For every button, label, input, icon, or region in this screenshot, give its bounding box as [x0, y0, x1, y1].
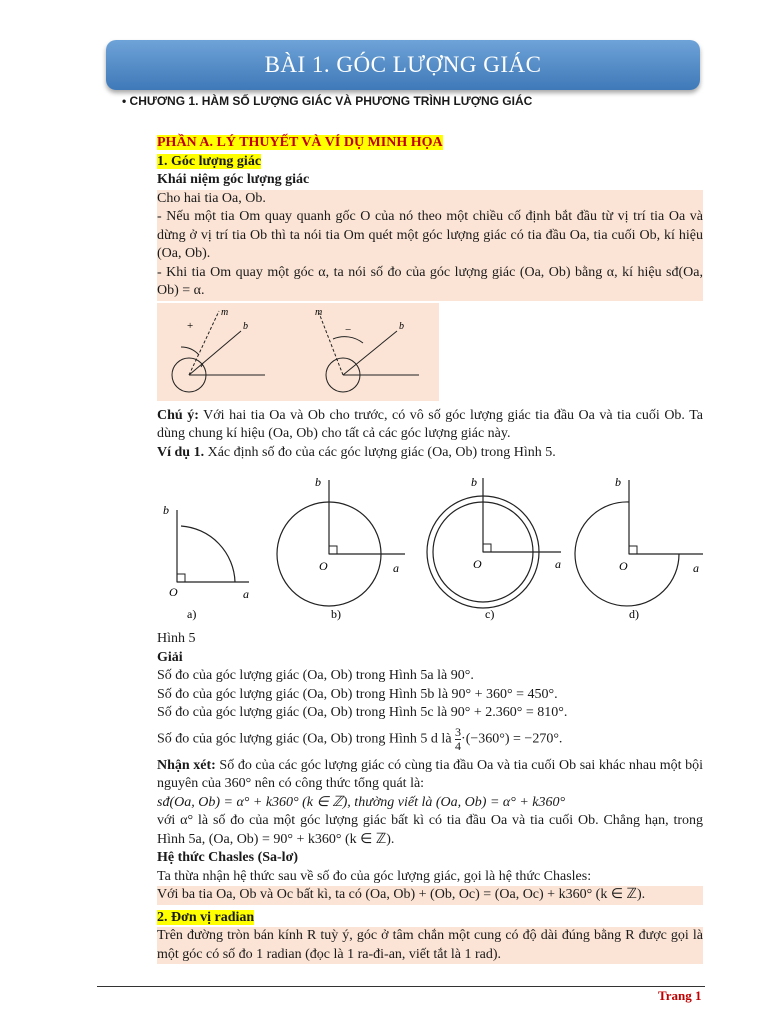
svg-text:b: b — [615, 475, 621, 489]
positive-rotation-diagram — [172, 307, 265, 392]
svg-text:O: O — [473, 557, 482, 571]
label-minus: − — [345, 323, 352, 336]
remark-formula: sđ(Oa, Ob) = α° + k360° (k ∈ ℤ), thường viết là (Oa, Ob) = α° + k360° — [157, 794, 566, 810]
section1-subheading: Khái niệm góc lượng giác — [157, 172, 310, 187]
label-plus: + — [187, 319, 194, 332]
remark-paragraph-2: với α° là số đo của một góc lượng giác bất kì có tia đầu Oa và tia cuối Ob. Chẳng hạn, trong Hình 5a, (Oa, Ob) = 90° + k360° (k ∈ ℤ). — [157, 813, 703, 847]
figure-5b — [277, 475, 405, 621]
figure-5 — [157, 472, 703, 622]
svg-text:O: O — [619, 559, 628, 573]
label-m-left: m — [221, 306, 229, 318]
svg-text:O: O — [319, 559, 328, 573]
rotation-arc-left — [181, 346, 199, 354]
figure-5-diagrams — [157, 472, 703, 622]
label-b-left: b — [243, 320, 248, 332]
fraction: $\frac{3}{4}$ — [455, 724, 462, 753]
svg-text:O: O — [169, 585, 178, 599]
ray-om-right — [319, 313, 343, 375]
main-content — [157, 134, 703, 964]
solution-line-1: Số đo của góc lượng giác (Oa, Ob) trong Hình 5a là 90°. — [157, 668, 474, 683]
solution-line-3: Số đo của góc lượng giác (Oa, Ob) trong Hình 5c là 90° + 2.360° = 810°. — [157, 705, 568, 720]
svg-text:a: a — [393, 561, 399, 575]
chasles-formula: Với ba tia Oa, Ob và Oc bất kì, ta có (Oa, Ob) + (Ob, Oc) = (Oa, Oc) + k360° (k ∈ ℤ). — [157, 886, 703, 905]
svg-text:a: a — [243, 587, 249, 601]
part-a-heading: PHẦN A. LÝ THUYẾT VÀ VÍ DỤ MINH HỌA — [157, 135, 443, 150]
figure-5a — [163, 503, 249, 621]
chapter-heading: • CHƯƠNG 1. HÀM SỐ LƯỢNG GIÁC VÀ PHƯƠNG TRÌNH LƯỢNG GIÁC — [122, 94, 533, 108]
ray-om-left — [189, 311, 219, 375]
svg-text:a): a) — [187, 607, 197, 621]
figure-5d — [575, 475, 703, 621]
section2-text: Trên đường tròn bán kính R tuỳ ý, góc ở tâm chắn một cung có độ dài đúng bằng R được gọi là một góc có số đo 1 radian (đọc là 1 ra-đi-an, viết tắt là 1 rad). — [157, 927, 703, 964]
chasles-intro: Ta thừa nhận hệ thức sau về số đo của góc lượng giác, gọi là hệ thức Chasles: — [157, 868, 592, 884]
svg-text:c): c) — [485, 607, 495, 621]
label-b-right: b — [399, 320, 404, 332]
solution-line-4: Số đo của góc lượng giác (Oa, Ob) trong Hình 5 d là $\frac{3}{4}$ ·(−360°) = −270°. — [157, 724, 563, 753]
rotation-diagrams — [157, 303, 439, 401]
svg-text:b: b — [163, 503, 169, 517]
solution-line-2: Số đo của góc lượng giác (Oa, Ob) trong Hình 5b là 90° + 360° = 450°. — [157, 686, 558, 702]
remark-paragraph: Nhận xét: Số đo của các góc lượng giác có cùng tia đầu Oa và tia cuối Ob sai khác nhau một bội nguyên của 360° nên có công thức tổng quát là: — [157, 757, 703, 791]
svg-text:a: a — [693, 561, 699, 575]
svg-text:a: a — [555, 557, 561, 571]
page-number: Trang 1 — [658, 988, 702, 1003]
label-m-right: m — [315, 306, 323, 318]
negative-rotation-diagram — [315, 307, 419, 392]
svg-text:d): d) — [629, 607, 639, 621]
svg-text:b: b — [315, 475, 321, 489]
section2-heading: 2. Đơn vị radian — [157, 909, 255, 925]
def-p3: - Khi tia Om quay một góc α, ta nói số đo của góc lượng giác (Oa, Ob) bằng α, kí hiệu sđ(Oa, Ob) = α. — [157, 264, 703, 298]
section1-heading: 1. Góc lượng giác — [157, 153, 262, 169]
rotation-arc-right — [333, 336, 363, 342]
title-banner — [106, 40, 700, 90]
def-p1: Cho hai tia Oa, Ob. — [157, 190, 266, 206]
page-title: BÀI 1. GÓC LƯỢNG GIÁC — [264, 52, 542, 77]
footer-divider — [97, 986, 705, 987]
rotation-figure — [157, 303, 703, 401]
note-paragraph: Chú ý: Với hai tia Oa và Ob cho trước, có vô số góc lượng giác tia đầu Oa và tia cuối Ob. Ta dùng chung kí hiệu (Oa, Ob) cho tất cả các góc lượng giác này. — [157, 407, 703, 441]
rotation-figure-panel — [157, 303, 439, 401]
figure-5c — [427, 475, 561, 621]
arc-5a — [181, 526, 235, 582]
definition-box — [157, 190, 703, 301]
solution-heading: Giải — [157, 649, 183, 665]
example1-paragraph: Ví dụ 1. Xác định số đo của các góc lượng giác (Oa, Ob) trong Hình 5. — [157, 444, 556, 460]
chasles-heading: Hệ thức Chasles (Sa-lơ) — [157, 850, 298, 865]
svg-text:b: b — [471, 475, 477, 489]
svg-text:b): b) — [331, 607, 341, 621]
def-p2: - Nếu một tia Om quay quanh gốc O của nó theo một chiều cố định bắt đầu từ vị trí tia Oa và dừng ở vị trí tia Ob thì ta nói tia Om quét một góc lượng giác có tia đầu Oa, tia cuối Ob, kí hiệu (Oa, Ob). — [157, 209, 703, 261]
figure-5-title: Hình 5 — [157, 631, 196, 646]
